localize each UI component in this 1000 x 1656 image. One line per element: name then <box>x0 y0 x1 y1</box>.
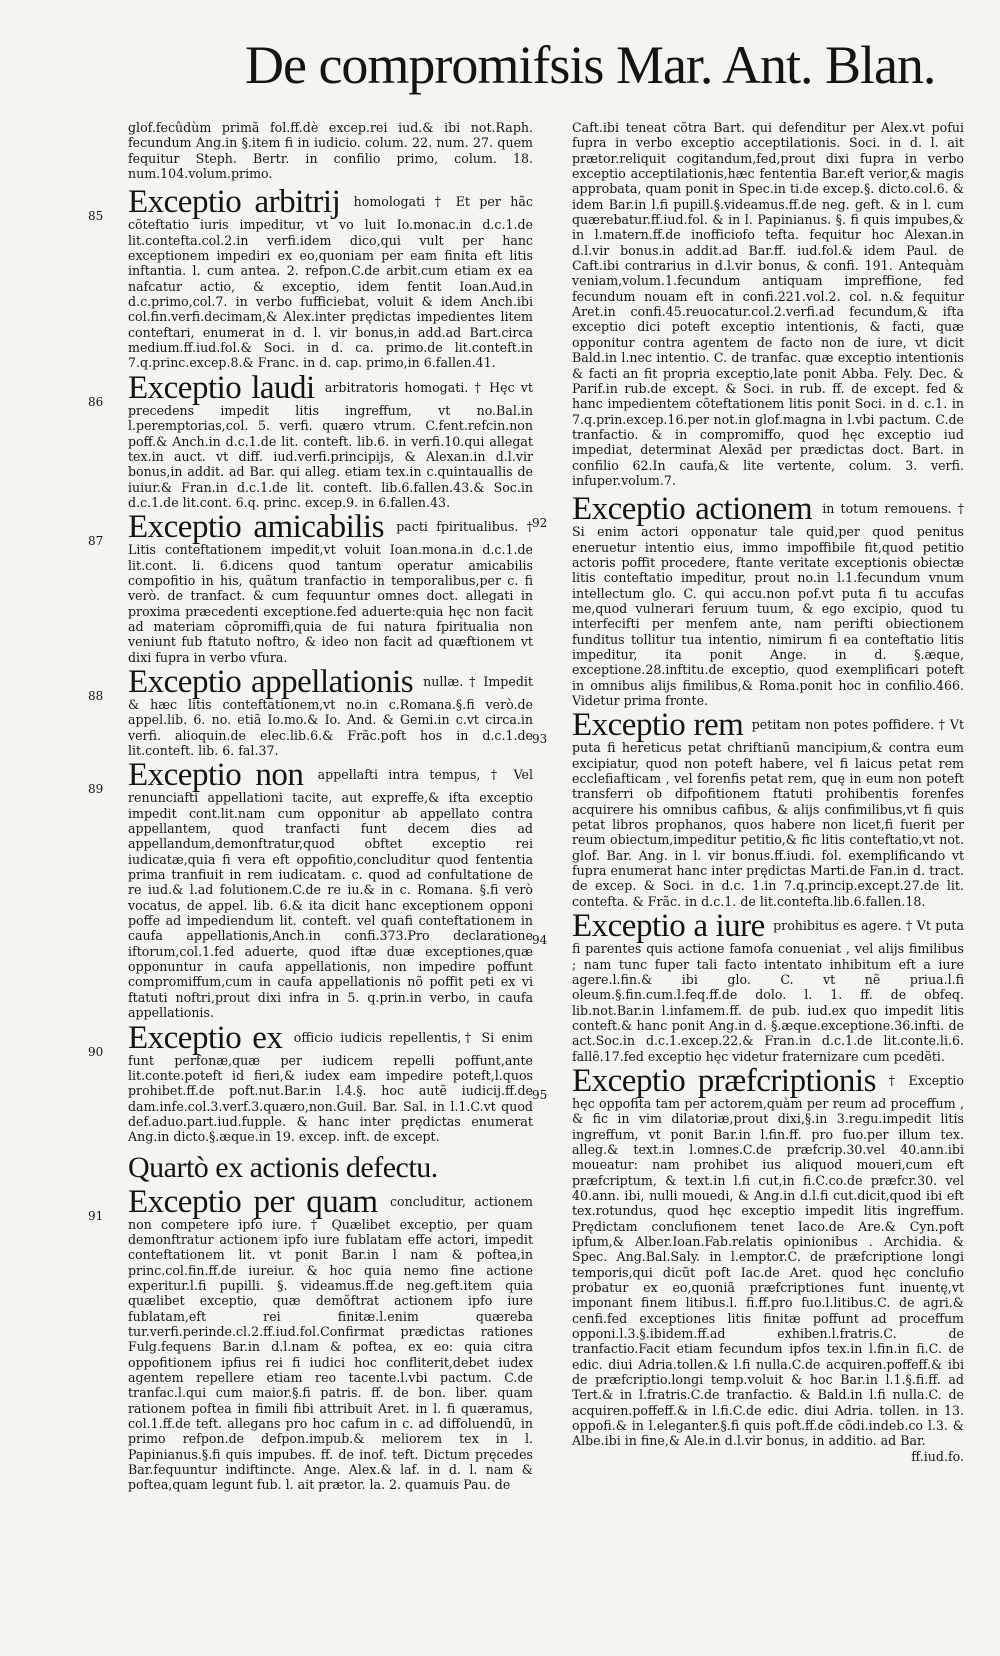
entry-text: † Exceptio hęc oppofita tam per actorem,quàm per reum ad proceffum , & fic in vim dilatoriæ,prout dixi,§.in 3.regu.impedit litis ingreffum, vt ponit Bar.in l.fin.ff. pro fuo.per illum tex. alleg.& text.in l.omnes.C.de præfcrip.30.vel 40.ann.ibi moueatur: nam prohibet ius aliquod moueri,cum eft præfcriptum, & text.in l.fi cut,in fi.C.co.de præfcr.30. vel 40.ann. ibi, nulli mouedi, & Ang.in d.l.fi cut.dicit,quod ibi eft tex.rotundus, quod hęc exceptio impedit litis ingreffum. Prędictam conclufionem tenet Iaco.de Are.& Cyn.poft ipfum,& Alber.Ioan.Fab.relatis opinionibus . Archidia. & Spec. Ang.Bal.Saly. in l.emptor.C. de præfcriptione longi temporis,qui dicũt poft Iac.de Aret. quod hęc conclufio probatur ex eo,quoniã præfcriptiones funt inuentę,vt imponant finem litibus.l. fi.ff.pro fuo.l.litibus.C. de agri.& cenfi.fed exceptiones litis finitæ poffunt ad proceffum opponi.l.3.§.ibidem.ff.ad exhiben.l.fratris.C. de tranfactio.Facit etiam fecundum ipfos tex.in l.fin.in fi.C. de edic. diui Adria.tollen.& l.fi nulla.C.de acquiren.poffeff.& ibi de præfcriptio.longi temp.voluit & hoc Bar.in l.1.§.fi.ff. ad Tert.& in l.fratris.C.de tranfactio. & Bald.in l.fi nulla.C. de acquiren.poffeff.& in l.fi.C.de edic. diui Adria. tollen. in 13. oppofi.& in l.eleganter.§.fi quis poft.ff.de cõdi.indeb.co l.3. & Albe.ibi in fine,& Ale.in d.l.vir bonus, in additio. ad Bar. <box>572 1072 964 1449</box>
entry-headword: Exceptio ex <box>128 1019 283 1056</box>
entry-text: arbitratoris homogati. † Hęc vt precedens impedit litis ingreffum, vt no.Bal.in l.peremptorias,col. 5. verfi. quæro vtrum. C.fent.refcin.non poff.& Anch.in d.c.1.de lit. conteft. lib.6. in verfi.10.qui allegat tex.in auct. vt diff. iud.verfi.principijs, & Alexan.in d.l.vir bonus,in addit. ad Bar. qui alleg. etiam tex.in c.quintauallis de iuiur.& Fran.in d.c.1.de lit. conteft. lib.6.fallen.43.& Soc.in d.c.1.de lit.cont. 6.q. princ. excep.9. in 6.fallen.43. <box>128 379 533 510</box>
entry-number: 89 <box>88 782 104 797</box>
entry-text: nullæ. † Impedit & hæc litis conteftationem,vt no.in c.Romana.§.fi verò.de appel.lib. 6. no. etiã Io.mo.& Io. And. & Gemi.in c.vt circa.in verfi. alioquin.de elec.lib.6.& Frãc.poft hos in d.c.1.de lit.conteft. lib. 6. fal.37. <box>128 673 533 758</box>
left-intro-text: glof.fecûdùm primã fol.ff.dè excep.rei iud.& ibi not.Raph. fecundum Ang.in §.item fi in iudicio. colum. 22. num. 27. quem fequitur Steph. Bertr. in confilio primo, colum. 18. num.104.volum.primo. <box>128 120 533 182</box>
entry-headword: Exceptio actionem <box>572 491 813 528</box>
entry-92 <box>532 491 964 709</box>
entry-93 <box>532 707 965 909</box>
entry-number: 91 <box>88 1208 104 1223</box>
entry-headword: Exceptio per quam <box>128 1183 378 1220</box>
entry-94 <box>532 908 964 1064</box>
entry-headword: Exceptio a iure <box>572 908 765 945</box>
entry-headword: Exceptio præfcriptionis <box>572 1062 876 1099</box>
entry-headword: Exceptio non <box>128 757 304 794</box>
entry-text: officio iudicis repellentis,† Si enim funt perfonæ,quæ per iudicem repelli poffunt,ante lit.conte.poteft id fieri,& iudex eam impedire poteft,l.quos prohibet.ff.de poft.nut.Bar.in l.4.§. hoc autẽ iudicij.ff.de dam.infe.col.3.verf.3.quæro,non.Guil. Bar. Sal. in l.1.C.vt quod def.aduo.part.iud.fupple. & hanc inter prędictas enumerat Ang.in dicto.§.æque.in 19. excep. inft. de except. <box>128 1029 533 1145</box>
entry-headword: Exceptio amicabilis <box>128 509 384 546</box>
right-intro-text: Caft.ibi teneat cõtra Bart. qui defenditur per Alex.vt pofui fupra in verbo exceptio acceptilationis. Soci. in d. l. ait prætor.reliquit cogitandum,fed,prout dixi fupra in verbo exceptio acceptilationis,hæc fententia Bar.eft verior,& magis approbata, quam ponit in Spec.in ti.de excep.§. dicto.col.6. & idem Bar.in l.fi pupill.§.videamus.ff.de neg. geft. & in l. cum quærebatur.ff.iud.fol. & in l. Papinianus. §. fi quis impubes,& in l.matern.ff.de inofficiofo tefta. fequitur hoc Alexan.in d.l.vir bonus.in addit.ad Bar.ff. iud.fol.& idem Paul. de Caft.ibi contrarius in d.l.vir bonus, & confi. 191. Antequàm veniam,volum.1.fecundum antiquam impreffione, fed fecundum nouam eft in confi.221.vol.2. col. n.& fequitur Aret.in confi.45.reuocatur.col.2.verfi.ad fecundum,& ifta exceptio dici poteft exceptio intentionis, & facti, quæ opponitur contra agentem de facto non de iure, vt dicit Bald.in l.nec intentio. C. de tranfac. quæ exceptio intentionis & facti an fit propria exceptio,late ponit Abba. Fely. Dec. & Parif.in rub.de except. & Soci. in rub. ff. de except. fed & hanc impedientem cõteftationem litis ponit Soci. in d. c.1. in 7.q.prin.excep.16.per not.in glof.magna in l.vbi pactum. C.de tranfactio. & in compromiffo, quod hęc exceptio iud impediat, determinat Alexãd per prædictas doct. Bart. in confilio 62.In caufa,& lite vertente, colum. 3. verfi. infuper.volum.7. <box>572 120 964 488</box>
entry-90 <box>88 1019 533 1145</box>
entry-text: concluditur, actionem non competere ipfo iure. † Quælibet exceptio, per quam demonftratur actionem ipfo iure fublatam effe actori, impedit conteftationem lit. vt ponit Bar.in l nam & poftea,in princ.col.fin.ff.de iureiur. & hoc quia nemo fine actione experitur.l.fi pupilli. §. videamus.ff.de neg.geft.item quia quælibet exceptio, quæ demõftrat actionem ipfo iure fublatam,eft rei finitæ.l.enim quæreba tur.verfi.perinde.cl.2.ff.iud.fol.Confirmat prædictas rationes Fulg.fequens Bar.in d.l.nam & poftea, ex eo: quia citra oppofitionem ipfius rei fi iudici hoc confliterit,debet iudex agentem repellere etiam reo tacente.l.vbi pactum. C.de tranfac.l.qui cum maior.§.fi patris. ff. de bon. liber. quam rationem poftea in fimili fibi attribuit Aret. in l. fi quæramus, col.1.ff.de teft. allegans pro hoc cafum in c. ad diffoluendũ, in primo refpon.de defpon.impub.& meliorem tex in l. Papinianus.§.fi quis impubes. ff. de inof. teft. Dictum pręcedes Bar.fequuntur indiftincte. Ange. Alex.& laf. in d. l. nam & poftea,quam legunt fub. l. ait prætor. la. 2. quamuis Pau. de <box>128 1193 533 1493</box>
entry-number: 94 <box>532 933 548 948</box>
entry-number: 86 <box>88 394 104 409</box>
entry-text: pacti fpiritualibus. † Litis conteftationem impedit,vt voluit Ioan.mona.in d.c.1.de lit.cont. li. 6.dicens quod tantum operatur amicabilis compofitio in his, quãtum tranfactio in temporalibus,per c. fi verò. de tranfact. & cum fequuntur omnes doct. allegati in proxima præcedenti exceptione.fed aduerte:quia hęc non facit ad materiam cõpromiffi,quia de fui natura fpiritualia non veniunt fub ftatuto noftro, & ideo non facit ad quæftionem vt dixi fupra in verbo vfura. <box>128 519 533 665</box>
entry-headword: Exceptio arbitrij <box>128 184 341 221</box>
entry-number: 92 <box>532 516 548 531</box>
section-heading: Quartò ex actionis defectu. <box>128 1150 438 1184</box>
entry-headword: Exceptio laudi <box>128 369 315 406</box>
entry-95 <box>532 1062 964 1464</box>
entry-headword: Exceptio rem <box>572 707 744 744</box>
entry-text: in totum remouens. † Si enim actori opponatur tale quid,per quod penitus eneruetur intentio eius, immo impoffibile fit,quod petitio actoris poffit procedere, ftante veritate exceptionis obiectæ litis conteftatio impeditur, prout no.in l.1.fecundum vnum intellectum glo. C. qui accu.non pof.vt puta fi tu accufas me,quod vulnerari feruum tuum, & ego excipio, quod tu interfecifti per menfem ante, nam perifti obiectionem funditus tollitur tua intentio, nimirum fi ea conteftatio litis impeditur, ita ponit Ange. in d. §.æque, exceptione.28.inftitu.de exceptio, quod exemplificari poteft in omnibus alijs fimilibus,& Roma.ponit hoc in confilio.466. Videtur prima fronte. <box>572 501 964 709</box>
entry-87 <box>88 509 533 665</box>
entry-86 <box>88 369 533 510</box>
entry-89 <box>88 757 533 1021</box>
entry-text: petitam non potes poffidere. † Vt puta fi hereticus petat chriftianũ mancipium,& contra eum excipiatur, quod non poteft habere, vel fi laicus petat rem ecclefiafticam , vel forenfis petat rem, quę in eum non poteft transferri ob difpofitionem ftatuti prohibentis forenfes acquirere his omnibus cafibus, & alijs confimilibus,vt fi quis petat libros prophanos, quos habere non licet,fi fuerit per reum obiectum,impeditur petitio,& fic litis conteftatio,vt not. glof. Bar. Ang. in l. vir bonus.ff.iudi. fol. exemplificando vt fupra enumerat hanc inter prędictas Marti.de Fan.in d. tract. de excep. & Soci. in d.c. 1.in 7.q.princip.except.27.de lit. contefta. & Frãc. in d.c.1. de lit.contefta.lib.6.fallen.18. <box>572 717 965 909</box>
entry-91 <box>88 1183 533 1493</box>
entry-headword: Exceptio appellationis <box>128 663 414 700</box>
entry-number: 95 <box>532 1087 548 1102</box>
right-column <box>532 120 965 1466</box>
entry-number: 93 <box>532 732 548 747</box>
page-running-head: De compromifsis Mar. Ant. Blan. <box>245 35 936 95</box>
entry-end-line: ff.iud.fo. <box>911 1448 964 1464</box>
entry-number: 87 <box>88 534 104 549</box>
entry-text: prohibitus es agere. † Vt puta fi parentes quis actione famofa conueniat , vel alijs fimilibus ; nam tunc fuper tali facto intentato inhibitum eft a iure agere.l.fin.& ibi glo. C. vt nẽ priua.l.fi oleum.§.fin.cum.l.feq.ff.de dolo. l. 1. ff. de obfeq. lib.not.Bar.in l.infamem.ff. de pub. iud.ex quo impedit litis conteft.& hanc ponit Ang.in d. §.æque.exceptione.36.infti. de act.Soc.in d.c.1.excep.22.& Fran.in d.c.1.de lit.conte.li.6. fallẽ.17.fed exceptio hęc videtur fraternizare cum pcedẽti. <box>572 918 964 1064</box>
entry-number: 88 <box>88 688 104 703</box>
left-column <box>88 120 533 1495</box>
entry-88 <box>88 663 533 758</box>
entry-text: homologati † Et per hãc cõteftatio iuris impeditur, vt vo luit Io.monac.in d.c.1.de lit.contefta.col.2.in verfi.idem dico,qui vult per hanc exceptionem impediri ex eo,quoniam per eam finita eft litis inftantia. l. cum antea. 2. refpon.C.de arbit.cum etiam ex ea nafcatur actio, & exceptio, idem fentit Ioan.Aud.in d.c.primo,col.7. in verbo fufficiebat, voluit & idem Anch.ibi col.fin.verfi.decimam,& Alex.inter prędictas impedientes litem conteftari, enumerat in d. l. vir bonus,in add.ad Bart.circa medium.ff.iud.fol.& Soci. in d. ca. primo.de lit.conteft.in 7.q.princ.excep.8.& Franc. in d. cap. primo,in 6.fallen.41. <box>128 194 533 371</box>
entry-85 <box>88 184 533 371</box>
entry-text: appellafti intra tempus, † Vel renunciafti appellationi tacite, aut expreffe,& ifta exceptio impedit cont.lit.nam cum opponitur ab appellato contra appellantem, quod tranfacti funt decem dies ad appellandum,demonftratur,quod obftet exceptio rei iudicatæ,quia fi vera eft oppofitio,concluditur quod fententia prima tranfiuit in rem iudicatam. c. quod ad confultatione de re iud.& l.ad folutionem.C.de re iu.& in c. Romana. §.fi verò vocatus, de appel. lib. 6.& ita dicit hanc exceptionem opponi poffe ad impediendum lit. conteft. vel quafi conteftationem in caufa appellationis,Anch.in confi.373.Pro declaratione iftorum,col.1.fed aduerte, quod iftæ duæ exceptiones,quæ opponuntur in caufa appellationis, non impedire poffunt compromiffum,cum in caufa appellationis nõ poffit peti ex vi ftatuti noftri,prout dixi infra in 5. q.prin.in verbo, in caufa appellationis. <box>128 767 533 1021</box>
entry-number: 90 <box>88 1044 104 1059</box>
entry-number: 85 <box>88 209 104 224</box>
